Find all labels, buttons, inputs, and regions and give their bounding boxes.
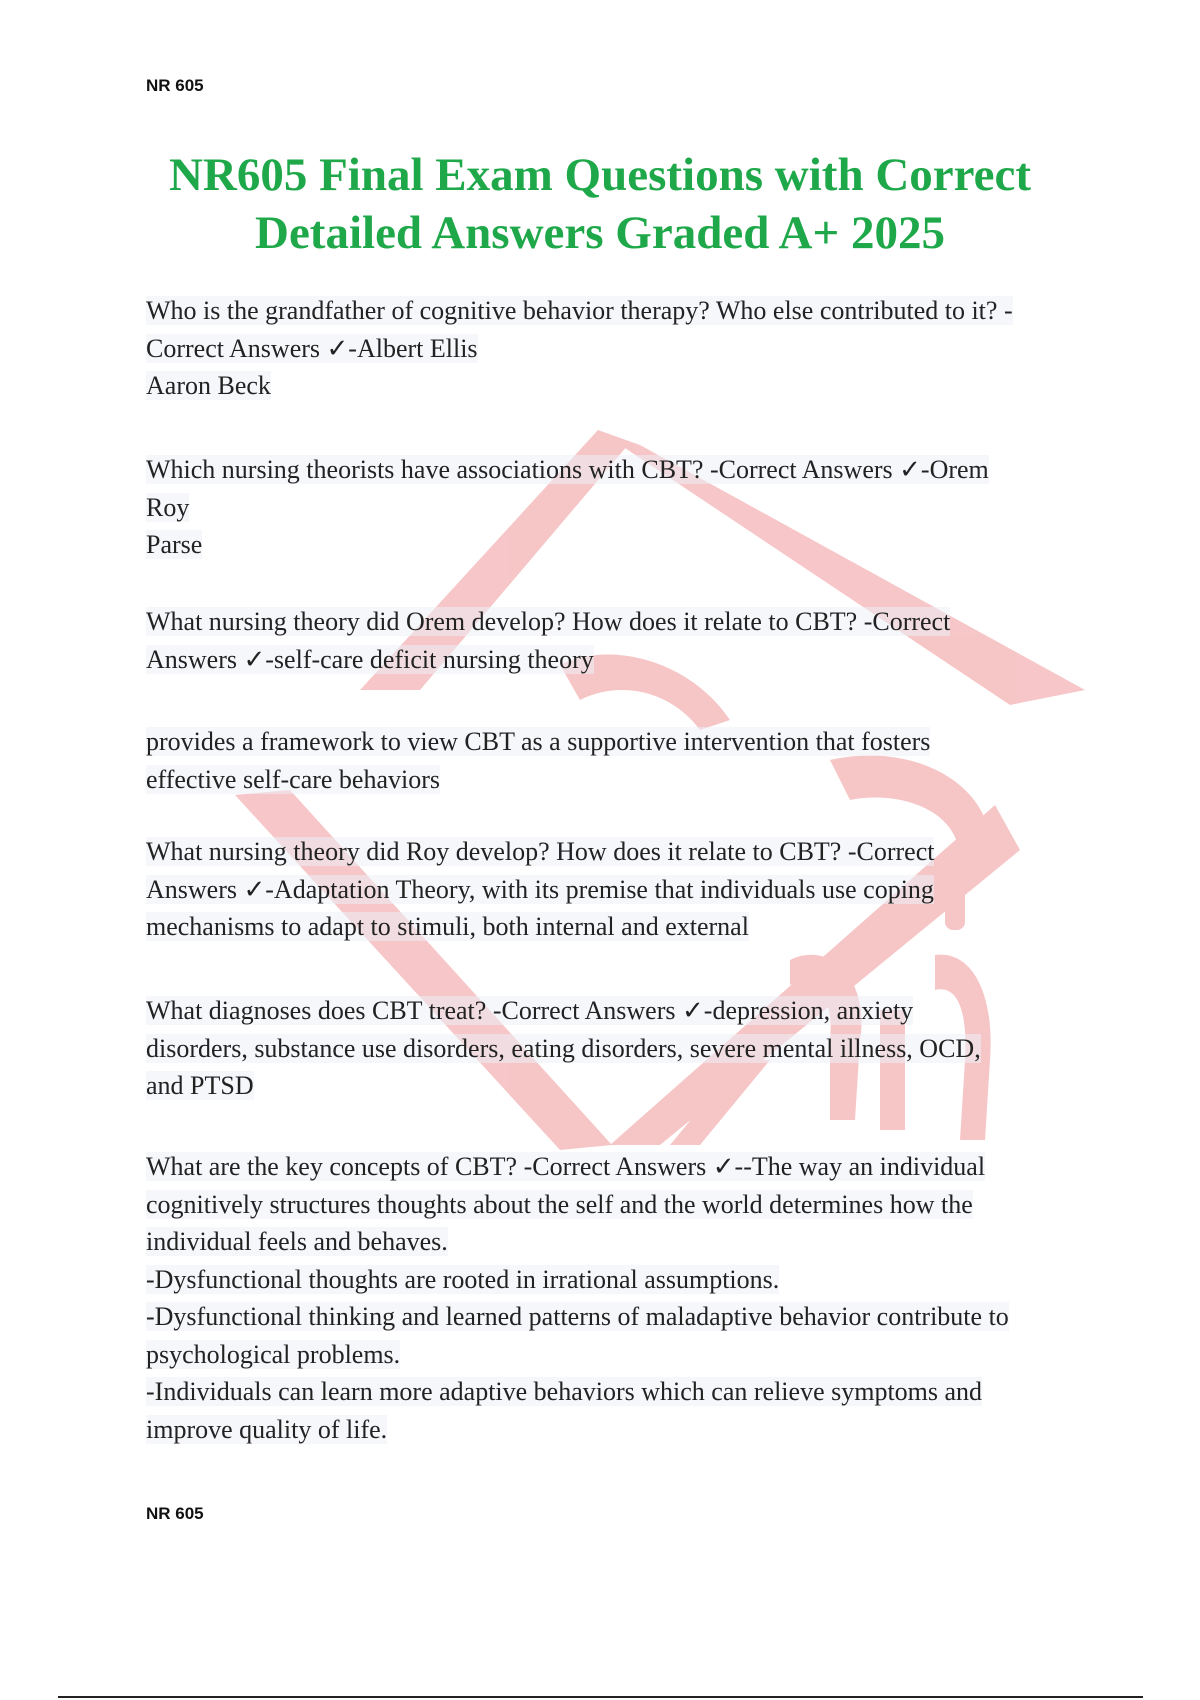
title-line-2: Detailed Answers Graded A+ 2025 xyxy=(255,207,945,259)
qa-line: Aaron Beck xyxy=(146,371,271,400)
qa-line: What nursing theory did Orem develop? How does it relate to CBT? -Correct xyxy=(146,607,951,636)
qa-line: -Dysfunctional thinking and learned patterns of maladaptive behavior contribute to xyxy=(146,1302,1009,1331)
qa-line: Correct Answers ✓-Albert Ellis xyxy=(146,333,478,363)
qa-line: and PTSD xyxy=(146,1071,254,1100)
qa-block-grandfather-cbt xyxy=(146,292,1096,405)
qa-block-orem-theory xyxy=(146,603,1096,678)
qa-block-roy-theory xyxy=(146,833,1096,946)
page-bottom-rule xyxy=(58,1696,1143,1698)
qa-line: cognitively structures thoughts about the self and the world determines how the xyxy=(146,1189,973,1219)
qa-line: -Individuals can learn more adaptive behaviors which can relieve symptoms and xyxy=(146,1377,983,1406)
qa-line: -Dysfunctional thoughts are rooted in irrational assumptions. xyxy=(146,1264,780,1294)
qa-line: psychological problems. xyxy=(146,1339,401,1369)
qa-line: Answers ✓-self-care deficit nursing theory xyxy=(146,644,594,674)
qa-line: disorders, substance use disorders, eating disorders, severe mental illness, OCD, xyxy=(146,1033,981,1063)
page-title xyxy=(100,146,1100,262)
title-line-1: NR605 Final Exam Questions with Correct xyxy=(168,149,1032,201)
qa-block-nursing-theorists xyxy=(146,451,1096,564)
qa-line: mechanisms to adapt to stimuli, both internal and external xyxy=(146,912,749,941)
qa-line: provides a framework to view CBT as a supportive intervention that fosters xyxy=(146,727,931,756)
qa-line: improve quality of life. xyxy=(146,1414,388,1444)
footer-course-label: NR 605 xyxy=(146,1504,204,1523)
qa-line: Which nursing theorists have associations with CBT? -Correct Answers ✓-Orem xyxy=(146,455,989,484)
header-course-label: NR 605 xyxy=(146,76,204,95)
qa-block-orem-framework xyxy=(146,723,1096,798)
qa-line: Answers ✓-Adaptation Theory, with its premise that individuals use coping xyxy=(146,874,934,904)
qa-line: Parse xyxy=(146,530,203,559)
qa-line: What are the key concepts of CBT? -Correct Answers ✓--The way an individual xyxy=(146,1152,986,1181)
qa-line: What nursing theory did Roy develop? How does it relate to CBT? -Correct xyxy=(146,837,935,866)
qa-block-cbt-diagnoses xyxy=(146,992,1096,1105)
qa-line: What diagnoses does CBT treat? -Correct Answers ✓-depression, anxiety xyxy=(146,996,914,1025)
qa-block-cbt-key-concepts xyxy=(146,1148,1096,1448)
qa-line: Roy xyxy=(146,492,190,522)
qa-line: Who is the grandfather of cognitive behavior therapy? Who else contributed to it? - xyxy=(146,296,1013,325)
qa-line: individual feels and behaves. xyxy=(146,1227,448,1256)
qa-line: effective self-care behaviors xyxy=(146,764,441,794)
